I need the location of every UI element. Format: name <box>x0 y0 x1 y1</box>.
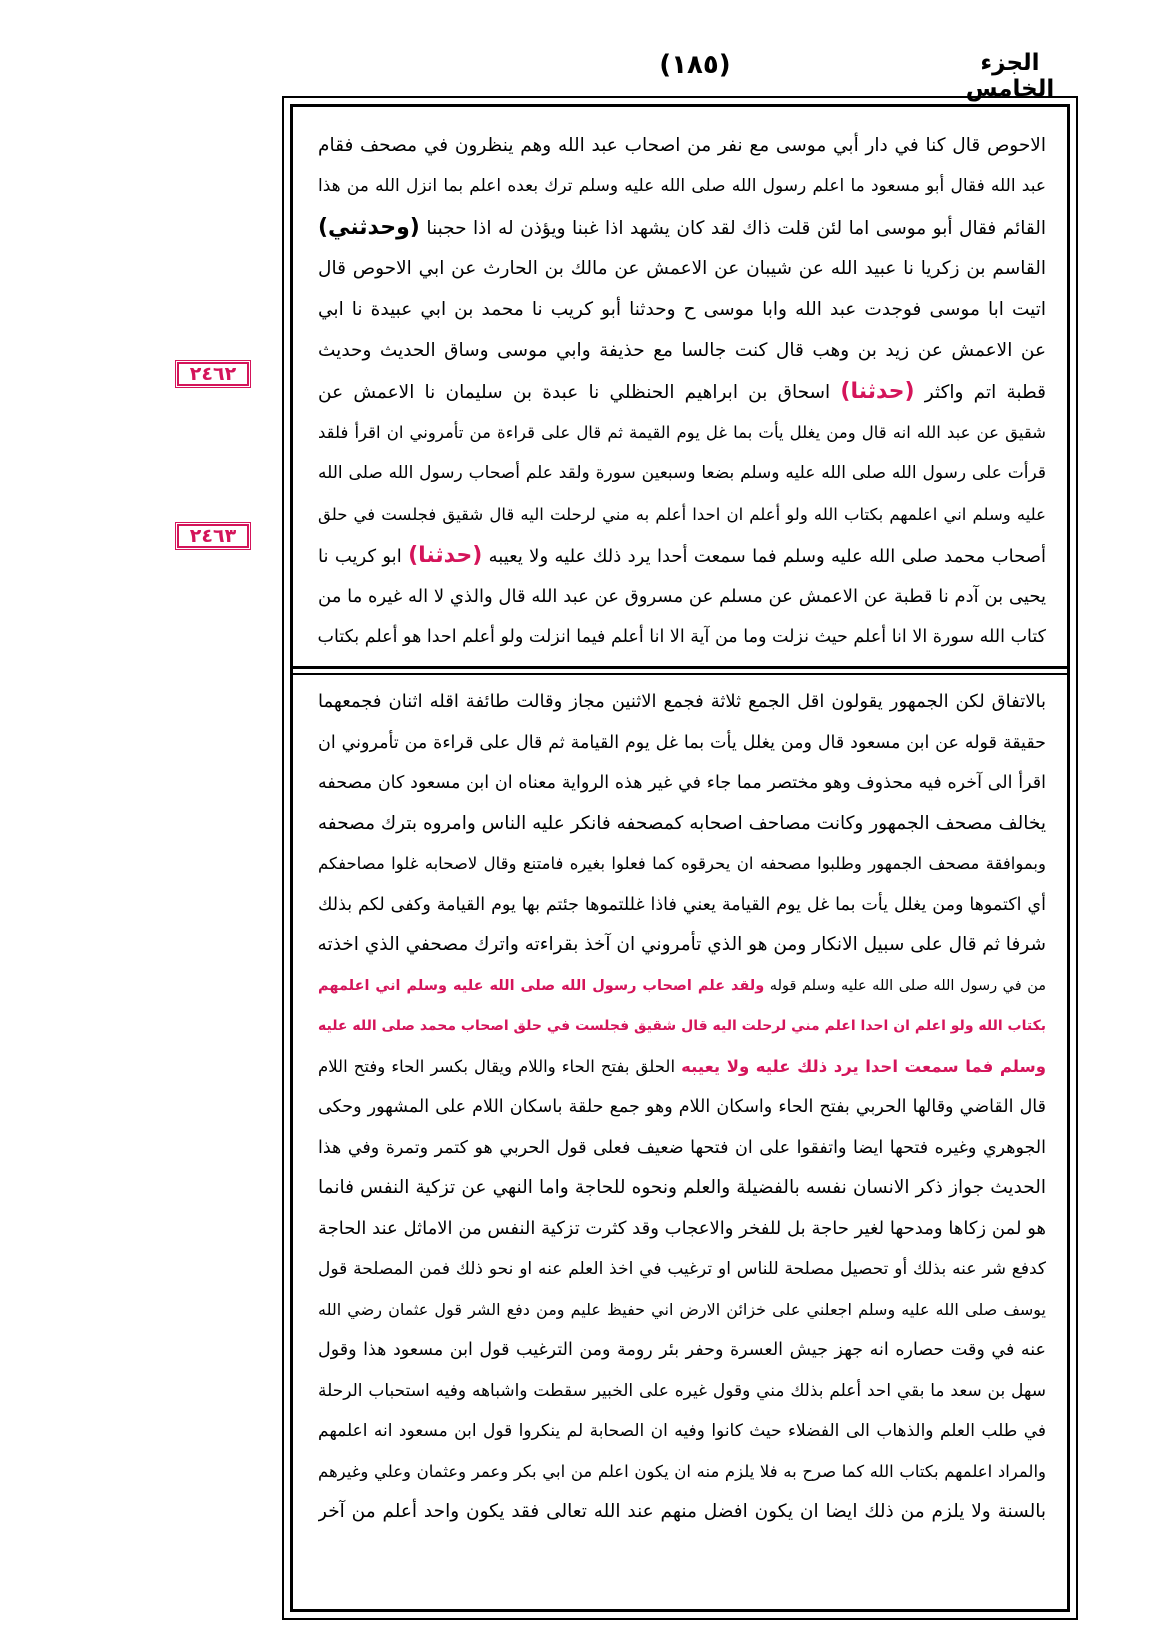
text-line: بالاتفاق لكن الجمهور يقولون اقل الجمع ثلاثة فجمع الاثنين مجاز وقالت طائفة اقله اثنان فجمعهما <box>318 691 1046 712</box>
text-line: هو لمن زكاها ومدحها لغير حاجة بل للفخر والاعجاب وقد كثرت تزكية النفس من الاماثل عند الحاجة <box>318 1217 1046 1239</box>
text-line: أي اكتموها ومن يغلل يأت بما غل يوم القيامة يعني فاذا غللتموها جئتم بها يوم القيامة وكفى لكم بذلك <box>318 894 1046 915</box>
quoted-matn: ولقد علم اصحاب رسول الله صلى الله عليه وسلم اني اعلمهم <box>318 977 765 994</box>
commentary-text <box>318 682 1046 1533</box>
text-line: عليه وسلم اني اعلمهم بكتاب الله ولو أعلم ان احدا أعلم به مني لرحلت اليه قال شقيق فجلست في حلق <box>318 505 1046 524</box>
text-line: عبد الله فقال أبو مسعود ما اعلم رسول الله صلى الله عليه وسلم ترك بعده اعلم بما انزل الله من هذا <box>318 176 1046 196</box>
text-line <box>318 966 1046 1007</box>
hadith-number-2463: ٢٤٦٣ <box>177 524 249 548</box>
quoted-matn-line: بكتاب الله ولو اعلم ان احدا اعلم مني لرحلت اليه قال شقيق فجلست في حلق اصحاب محمد صلى الله عليه <box>318 1018 1046 1034</box>
section-divider-thin <box>290 673 1070 675</box>
text-segment: الحلق بفتح الحاء واللام ويقال بكسر الحاء وفتح اللام <box>318 1056 676 1076</box>
text-line <box>318 1047 1046 1088</box>
text-line: قرأت على رسول الله صلى الله عليه وسلم بضعا وسبعين سورة ولقد علم أصحاب رسول الله صلى الله <box>318 463 1046 483</box>
text-line: سهل بن سعد ما بقي احد أعلم بذلك مني وقول غيره على الخبير سقطت واشباهه وفيه استحباب الرحلة <box>318 1380 1046 1401</box>
text-line: اتيت ابا موسى فوجدت عبد الله وابا موسى ح وحدثنا أبو كريب نا محمد بن ابي عبيدة نا ابي <box>318 299 1046 320</box>
text-line: في طلب العلم والذهاب الى الفضلاء حيث كانوا وفيه ان الصحابة لم ينكروا قول ابن مسعود انه اعلمهم <box>318 1421 1046 1441</box>
text-line: شرفا ثم قال على سبيل الانكار ومن هو الذي تأمروني ان آخذ بقراءته واترك مصحفي الذي اخذته <box>318 934 1046 955</box>
text-line: يحيى بن آدم نا قطبة عن الاعمش عن مسلم عن مسروق عن عبد الله قال والذي لا اله غيره ما من <box>318 586 1046 607</box>
hadith-text <box>318 125 1046 658</box>
text-line: شقيق عن عبد الله انه قال ومن يغلل يأت بما غل يوم القيمة ثم قال على قراءة من تأمروني ان اقرأ فلقد <box>318 423 1046 442</box>
text-line: كتاب الله سورة الا انا أعلم حيث نزلت وما من آية الا انا أعلم فيما انزلت ولو أعلم احدا هو أعلم بكتاب <box>318 627 1046 647</box>
text-line: وبموافقة مصحف الجمهور وطلبوا مصحفه ان يحرقوه كما فعلوا بغيره فامتنع وقال لاصحابه غلوا مصاحفكم <box>318 854 1046 873</box>
text-segment: أصحاب محمد صلى الله عليه وسلم فما سمعت أحدا يرد ذلك عليه ولا يعيبه <box>488 546 1046 567</box>
quoted-matn: وسلم فما سمعت احدا يرد ذلك عليه ولا يعيبه <box>681 1056 1046 1076</box>
text-line: حقيقة قوله عن ابن مسعود قال ومن يغلل يأت بما غل يوم القيامة ثم قال على قراءة من تأمروني ان <box>318 732 1046 753</box>
text-segment: قطبة اتم واكثر <box>924 382 1046 403</box>
text-line: يوسف صلى الله عليه وسلم اجعلني على خزائن الارض اني حفيظ عليم ومن دفع الشر قول عثمان رضي الله <box>318 1299 1046 1319</box>
text-line: عنه في وقت حصاره انه جهز جيش العسرة وحفر بئر رومة ومن الترغيب قول ابن مسعود هذا وقول <box>318 1340 1046 1360</box>
text-line: كدفع شر عنه بذلك أو تحصيل مصلحة للناس او ترغيب في اخذ العلم عنه او نحو ذلك فمن المصلحة قول <box>318 1259 1046 1279</box>
page-number: (١٨٥) <box>659 50 731 80</box>
keyword-haddathana: (حدثنا) <box>840 379 915 404</box>
text-line: بالسنة ولا يلزم من ذلك ايضا ان يكون افضل منهم عند الله تعالى فقد يكون واحد أعلم من آخر <box>318 1501 1046 1522</box>
text-line: اقرأ الى آخره فيه محذوف وهو مختصر مما جاء في غير هذه الرواية معناه ان ابن مسعود كان مصحفه <box>318 773 1046 793</box>
text-line <box>318 371 1046 412</box>
text-line: يخالف مصحف الجمهور وكانت مصاحف اصحابه كمصحفه فانكر عليه الناس وامروه بترك مصحفه <box>318 812 1046 834</box>
text-line: الحديث جواز ذكر الانسان نفسه بالفضيلة والعلم ونحوه للحاجة واما النهي عن تزكية النفس فانما <box>318 1177 1046 1198</box>
text-line: والمراد اعلمهم بكتاب الله كما صرح به فلا يلزم منه ان يكون اعلم من ابي بكر وعمر وعثمان وعلي وغيرهم <box>318 1461 1046 1481</box>
page-header <box>280 50 1080 102</box>
text-line: عن الاعمش عن زيد بن وهب قال كنت جالسا مع حذيفة وابي موسى وساق الحديث وحديث <box>318 340 1046 361</box>
keyword-haddathana: (حدثنا) <box>408 543 483 568</box>
section-divider <box>290 666 1070 669</box>
hadith-number-2462: ٢٤٦٢ <box>177 362 249 386</box>
text-line: الاحوص قال كنا في دار أبي موسى مع نفر من اصحاب عبد الله وهم ينظرون في مصحف فقام <box>318 135 1046 156</box>
text-segment: من في رسول الله صلى الله عليه وسلم قوله <box>769 977 1046 994</box>
text-line: الجوهري وغيره فتحها ايضا واتفقوا على ان فتحها ضعيف فعلى قول الحربي هو كتمر وتمرة وفي هذا <box>318 1137 1046 1158</box>
text-line: قال القاضي وقالها الحربي بفتح الحاء واسكان اللام وهو جمع حلقة باسكان اللام على المشهور وحكى <box>318 1097 1046 1117</box>
text-line: القاسم بن زكريا نا عبيد الله عن شيبان عن الاعمش عن مالك بن الحارث عن ابي الاحوص قال <box>318 258 1046 279</box>
keyword-wa-haddathani: (وحدثني) <box>318 215 420 240</box>
part-title: الجزء الخامس <box>965 50 1055 102</box>
text-segment: ابو كريب نا <box>318 546 402 567</box>
text-line <box>318 207 1046 248</box>
text-segment: القائم فقال أبو موسى اما لئن قلت ذاك لقد كان يشهد اذا غبنا ويؤذن له اذا حجبنا <box>426 218 1046 239</box>
text-segment: اسحاق بن ابراهيم الحنظلي نا عبدة بن سليمان نا الاعمش عن <box>318 382 831 403</box>
text-line <box>318 535 1046 576</box>
